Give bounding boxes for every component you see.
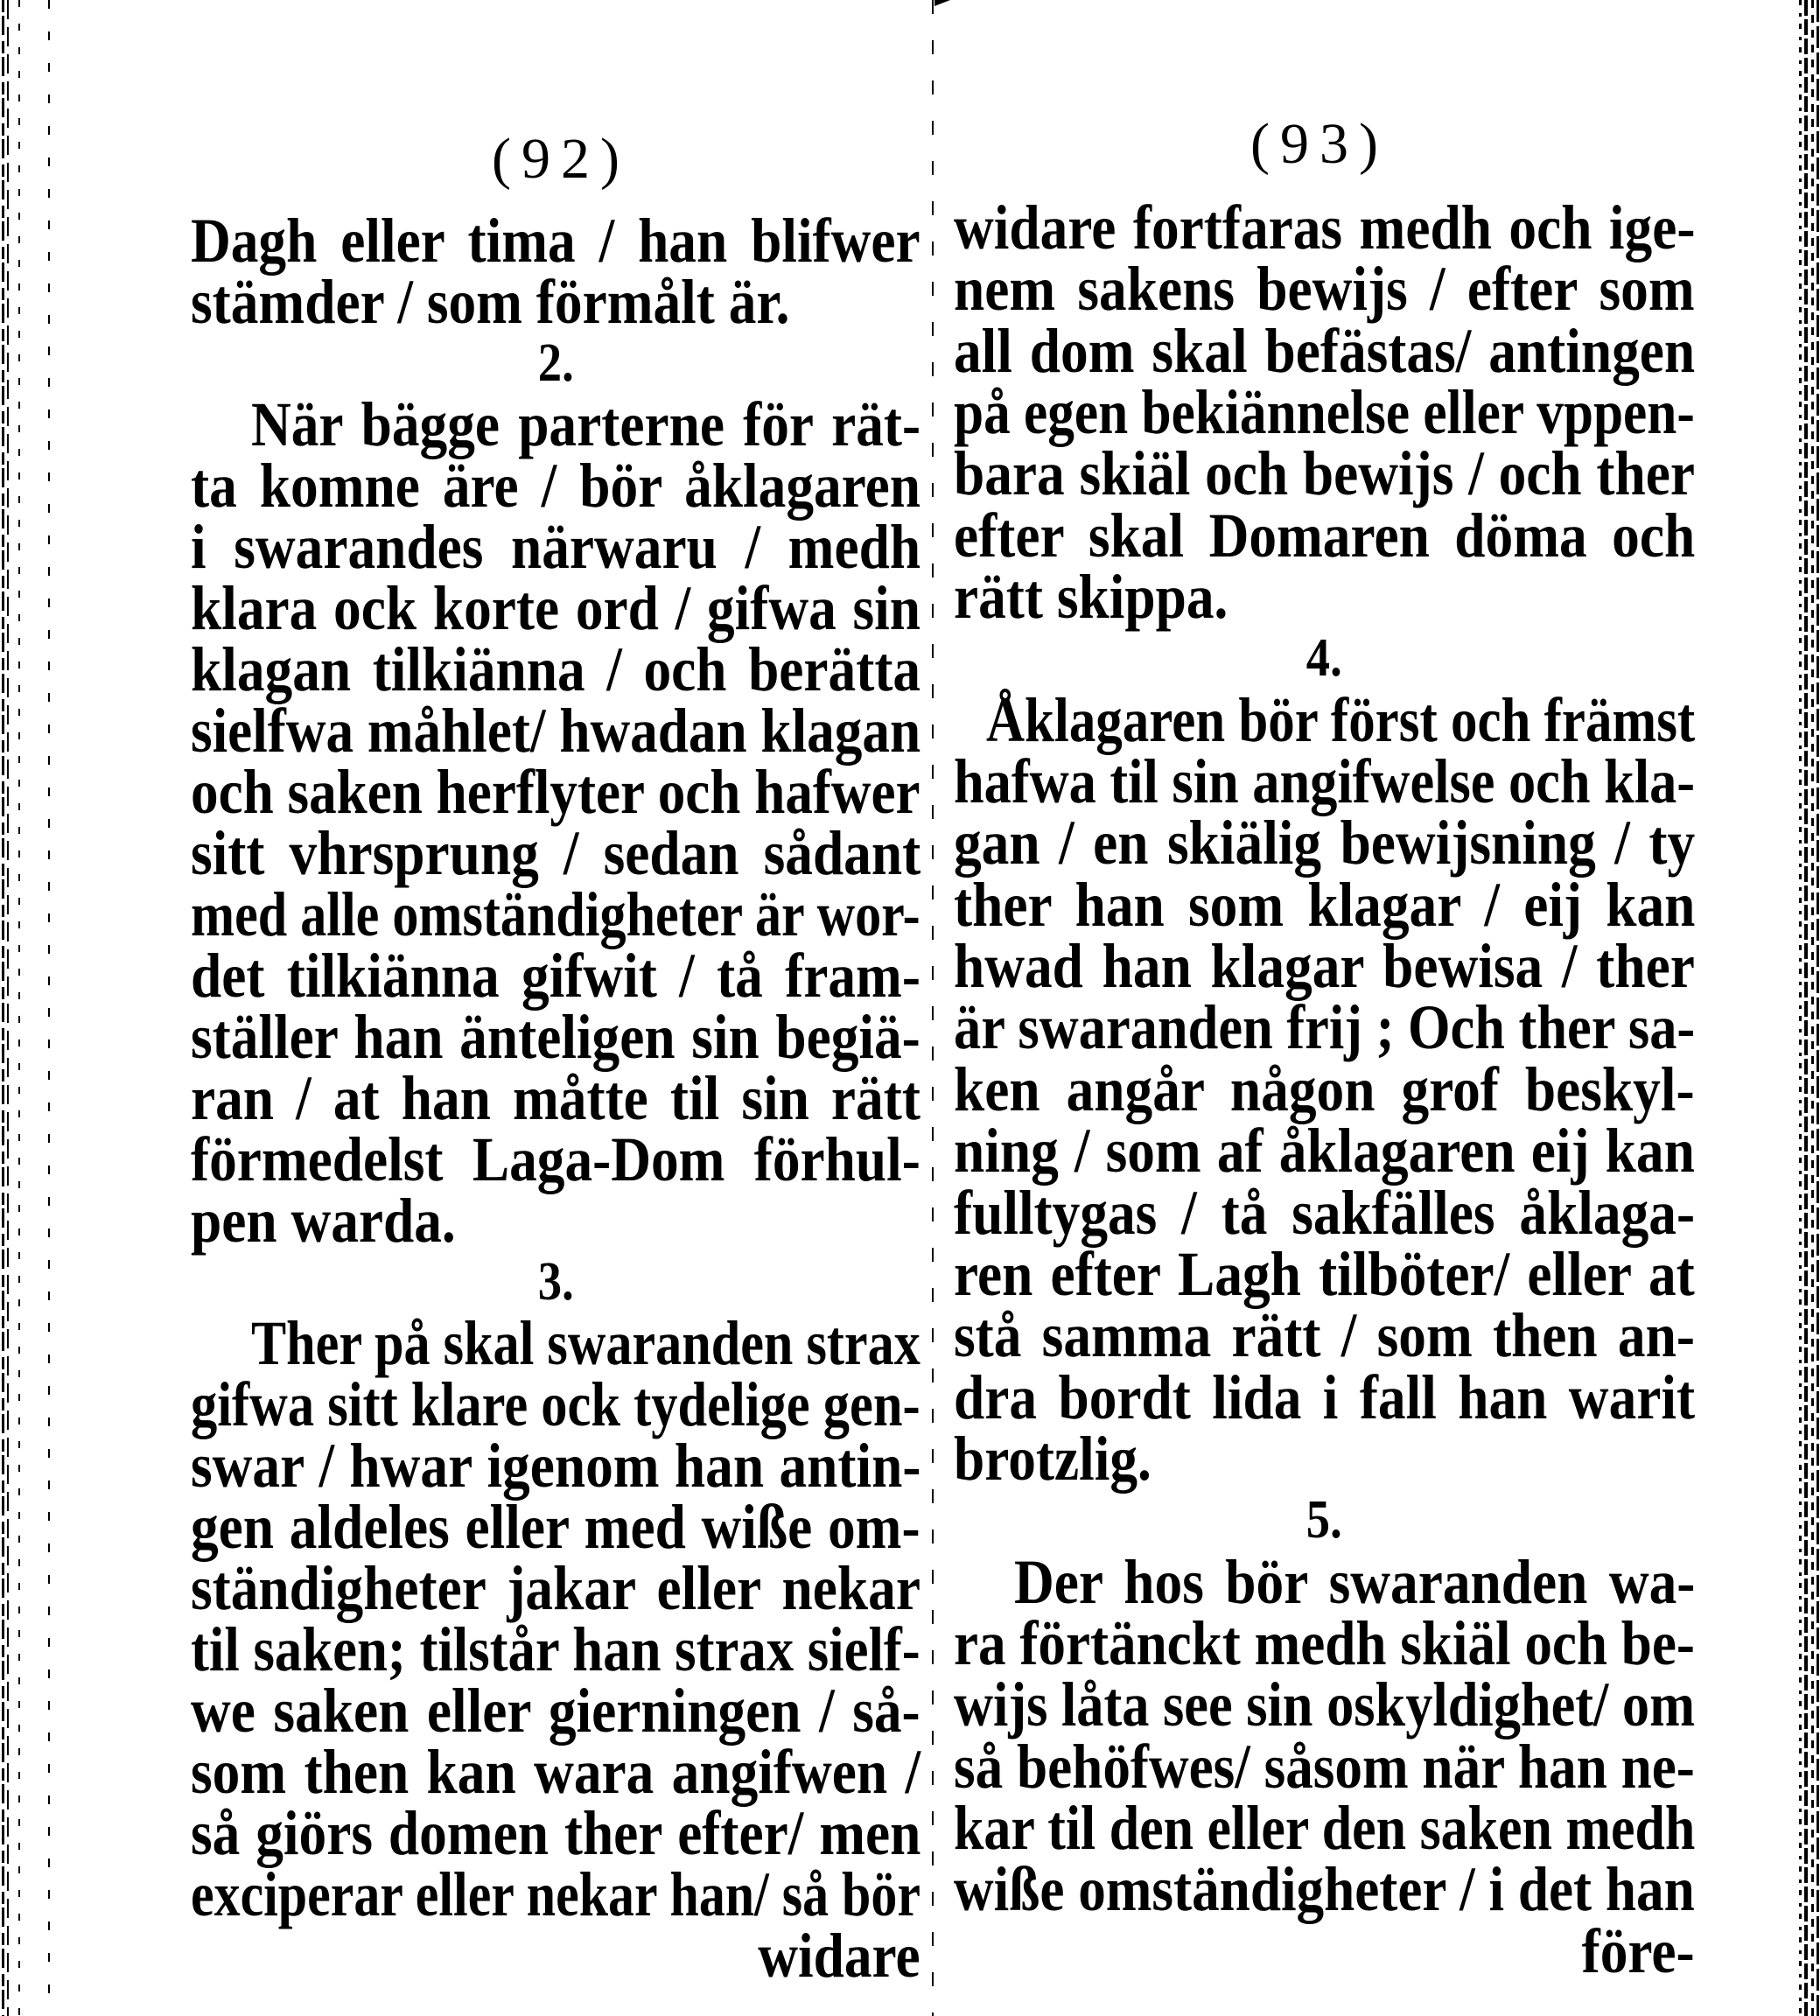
text-line xyxy=(954,315,1696,386)
line-text: brotzlig. xyxy=(954,1423,1152,1494)
line-text: fulltygas / tå sakfälles åklaga- xyxy=(954,1177,1696,1248)
line-text: gen aldeles eller med wiße om- xyxy=(191,1492,920,1562)
line-text: med alle omständigheter är wor- xyxy=(191,879,920,949)
line-text: kar til den eller den saken medh xyxy=(954,1792,1696,1863)
text-line xyxy=(954,1054,1695,1124)
section-number-text: 3. xyxy=(537,1252,574,1312)
text-line xyxy=(954,1238,1695,1309)
text-line xyxy=(191,1737,921,1807)
line-text: rätt skippa. xyxy=(954,562,1228,633)
line-text: Åklagaren bör först och främst xyxy=(986,684,1696,755)
line-text: ställer han änteligen sin begiä- xyxy=(191,1002,920,1072)
text-line xyxy=(191,1308,920,1378)
line-text: bara skiäl och bewijs / och ther xyxy=(954,438,1696,509)
line-text: exciperar eller nekar han/ så bör xyxy=(191,1859,920,1929)
text-line xyxy=(191,1124,920,1194)
line-text: ständigheter jakar eller nekar xyxy=(191,1553,920,1623)
text-line xyxy=(191,451,921,521)
line-text: som then kan wara angifwen / xyxy=(191,1737,921,1807)
text-line xyxy=(954,684,1696,755)
line-text: hafwa til sin angifwelse och kla- xyxy=(954,746,1696,817)
text-line xyxy=(191,1676,920,1746)
text-line xyxy=(954,377,1695,448)
text-line xyxy=(954,1177,1696,1248)
line-text: efter skal Domaren döma och xyxy=(954,500,1696,570)
text-column xyxy=(191,206,921,1991)
page-number: (93) xyxy=(1250,112,1389,176)
section-number-text: 4. xyxy=(1306,628,1342,689)
line-text: gan / en skiälig bewijsning / ty xyxy=(954,808,1696,878)
text-line xyxy=(954,1546,1696,1617)
line-text: stå samma rätt / som then an- xyxy=(954,1300,1695,1371)
line-text: swar / hwar igenom han antin- xyxy=(191,1431,921,1501)
text-line xyxy=(954,808,1696,878)
line-text: sitt vhrsprung / sedan sådant xyxy=(191,818,921,888)
line-text: all dom skal befästas/ antingen xyxy=(954,315,1696,386)
catchword xyxy=(191,1921,920,1991)
line-text: sielfwa måhlet/ hwadan klagan xyxy=(191,696,921,766)
text-line xyxy=(191,634,921,704)
text-line xyxy=(191,1859,920,1929)
text-line xyxy=(954,1670,1696,1740)
catchword-text: widare xyxy=(758,1921,920,1991)
text-line xyxy=(191,879,920,949)
line-text: widare fortfaras medh och ige- xyxy=(954,192,1696,262)
text-line xyxy=(191,1492,920,1562)
line-text: we saken eller gierningen / så- xyxy=(191,1676,920,1746)
text-line xyxy=(954,1731,1695,1802)
line-text: ken angår någon grof beskyl- xyxy=(954,1054,1695,1124)
line-text: förmedelst Laga-Dom förhul- xyxy=(191,1124,920,1194)
gutter-line xyxy=(932,0,934,2016)
text-line xyxy=(954,1792,1696,1863)
line-text: Dagh eller tima / han blifwer xyxy=(191,206,920,276)
line-text: ran / at han måtte til sin rätt xyxy=(191,1063,920,1133)
text-line xyxy=(954,192,1696,262)
text-line xyxy=(191,1553,920,1623)
line-text: ther han som klagar / eij kan xyxy=(954,869,1696,940)
text-line xyxy=(191,389,921,459)
line-text: det tilkiänna gifwit / tå fram- xyxy=(191,941,920,1011)
line-text: på egen bekiännelse eller vppen- xyxy=(954,377,1695,448)
catchword-text: före- xyxy=(1582,1915,1695,1986)
line-text: wiße omständigheter / i det han xyxy=(954,1854,1695,1925)
line-text: til saken; tilstår han strax sielf- xyxy=(191,1614,920,1684)
text-line xyxy=(954,1300,1695,1371)
right-book-edge xyxy=(1799,0,1802,2016)
text-line xyxy=(191,1431,921,1501)
text-line xyxy=(191,1614,920,1684)
text-line xyxy=(954,1423,1695,1494)
text-line xyxy=(191,1369,920,1439)
section-number-text: 5. xyxy=(1306,1490,1342,1550)
line-text: dra bordt lida i fall han warit xyxy=(954,1362,1696,1432)
text-line xyxy=(191,512,921,582)
left-book-edge xyxy=(18,0,20,2016)
left-book-edge xyxy=(2,0,4,2016)
line-text: klagan tilkiänna / och berätta xyxy=(191,634,921,704)
text-line xyxy=(191,1002,920,1072)
line-text: Ther på skal swaranden strax xyxy=(251,1308,920,1378)
right-book-edge xyxy=(1804,0,1808,2016)
text-line xyxy=(954,500,1696,570)
section-number xyxy=(954,627,1695,689)
text-line xyxy=(954,1854,1695,1925)
text-line xyxy=(191,1798,921,1868)
left-book-edge xyxy=(48,0,50,2016)
right-book-edge xyxy=(1816,0,1819,2016)
text-line xyxy=(954,1362,1696,1432)
line-text: pen warda. xyxy=(191,1186,456,1256)
text-line xyxy=(954,438,1696,509)
line-text: ning / som af åklagaren eij kan xyxy=(954,1116,1695,1186)
text-line xyxy=(191,267,920,337)
text-line xyxy=(954,1116,1695,1186)
line-text: nem sakens bewijs / efter som xyxy=(954,254,1695,325)
text-column xyxy=(954,192,1696,1986)
section-number xyxy=(954,1489,1695,1550)
text-line xyxy=(954,931,1695,1002)
text-line xyxy=(191,573,920,643)
line-text: ta komne äre / bör åklagaren xyxy=(191,451,921,521)
line-text: i swarandes närwaru / medh xyxy=(191,512,921,582)
text-line xyxy=(954,746,1696,817)
line-text: så behöfwes/ såsom när han ne- xyxy=(954,1731,1695,1802)
text-line xyxy=(191,818,921,888)
text-line xyxy=(954,869,1696,940)
line-text: ren efter Lagh tilböter/ eller at xyxy=(954,1238,1695,1309)
line-text: stämder / som förmålt är. xyxy=(191,267,790,337)
catchword xyxy=(954,1915,1695,1986)
line-text: gifwa sitt klare ock tydelige gen- xyxy=(191,1369,920,1439)
text-line xyxy=(954,254,1695,325)
line-text: klara ock korte ord / gifwa sin xyxy=(191,573,920,643)
right-book-edge xyxy=(1811,0,1814,2016)
line-text: Der hos bör swaranden wa- xyxy=(1014,1546,1696,1617)
line-text: När bägge parterne för rät- xyxy=(251,389,921,459)
text-line xyxy=(191,696,921,766)
text-line xyxy=(954,562,1695,633)
section-number-text: 2. xyxy=(537,333,574,393)
text-line xyxy=(954,992,1696,1063)
page-number: (92) xyxy=(492,127,630,191)
scan-mark xyxy=(934,0,950,6)
text-line xyxy=(191,941,920,1011)
line-text: wijs låta see sin oskyldighet/ om xyxy=(954,1670,1696,1740)
line-text: ra förtänckt medh skiäl och be- xyxy=(954,1607,1695,1678)
line-text: och saken herflyter och hafwer xyxy=(191,757,920,827)
section-number xyxy=(191,1251,920,1312)
line-text: så giörs domen ther efter/ men xyxy=(191,1798,921,1868)
line-text: hwad han klagar bewisa / ther xyxy=(954,931,1695,1002)
section-number xyxy=(191,332,920,394)
text-line xyxy=(191,1186,920,1256)
left-book-edge xyxy=(7,0,9,2016)
text-line xyxy=(191,206,920,276)
line-text: är swaranden frij ; Och ther sa- xyxy=(954,992,1696,1063)
text-line xyxy=(191,1063,920,1133)
text-line xyxy=(954,1607,1695,1678)
text-line xyxy=(191,757,920,827)
